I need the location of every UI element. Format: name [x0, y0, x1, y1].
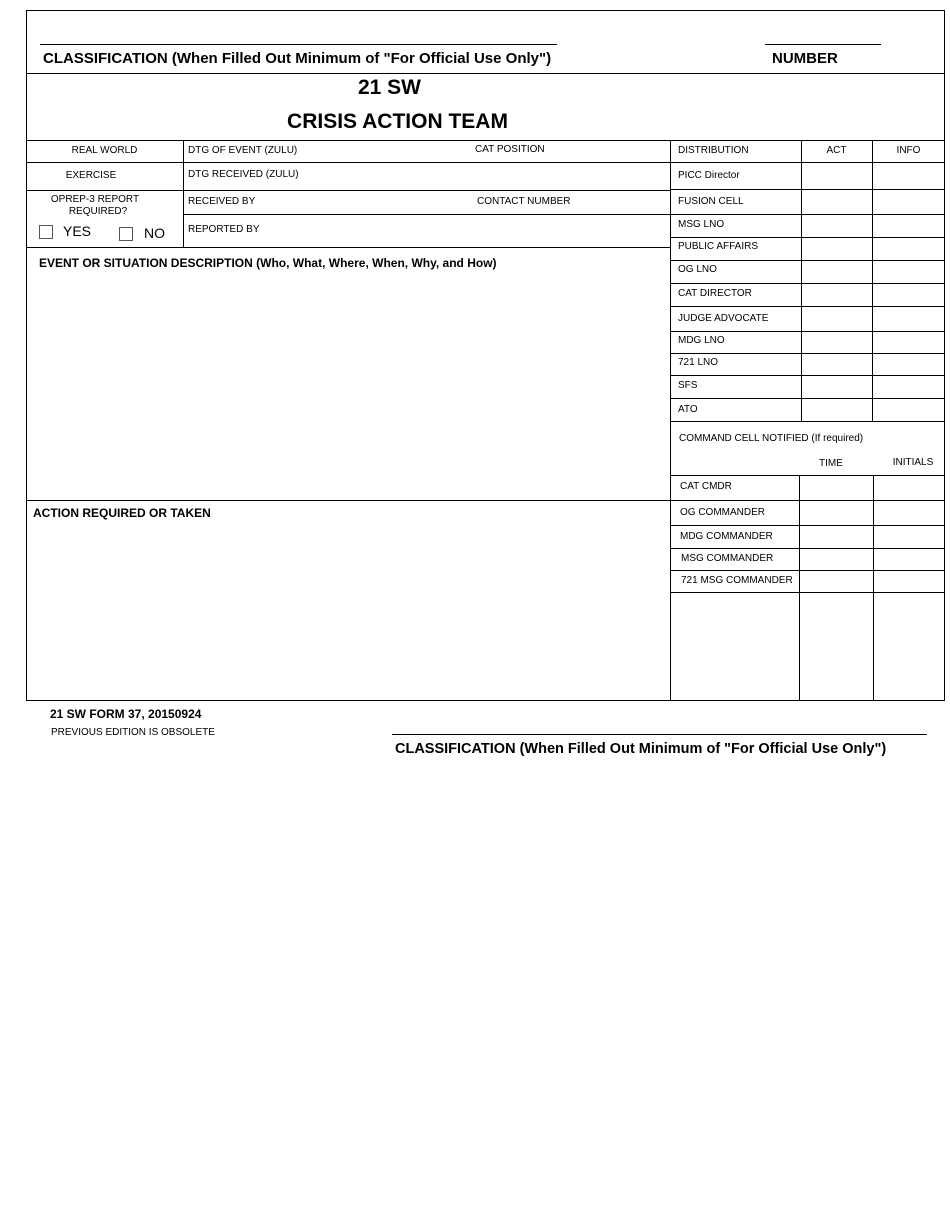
row-divider: [670, 260, 945, 261]
action-field[interactable]: [34, 522, 664, 696]
row-divider: [670, 283, 945, 284]
info-column-divider: [872, 140, 873, 422]
cmd-row-cat-cmdr: CAT CMDR: [680, 481, 732, 492]
previous-edition-note: PREVIOUS EDITION IS OBSOLETE: [51, 727, 215, 738]
dist-row-public-affairs: PUBLIC AFFAIRS: [678, 241, 759, 252]
act-column-divider: [801, 140, 802, 422]
cmd-row-msg-commander: MSG COMMANDER: [681, 553, 774, 564]
row-divider: [26, 162, 670, 163]
row-divider: [670, 306, 945, 307]
number-line: [765, 44, 881, 45]
dist-row-msg-lno: MSG LNO: [678, 219, 725, 230]
number-label: NUMBER: [772, 50, 838, 67]
time-header: TIME: [819, 458, 843, 469]
action-label: ACTION REQUIRED OR TAKEN: [33, 506, 211, 520]
row-divider: [670, 375, 945, 376]
yes-checkbox[interactable]: [39, 225, 53, 239]
classification-line: [40, 44, 557, 45]
row-divider: [670, 548, 945, 549]
oprep-label-2: REQUIRED?: [68, 206, 128, 217]
dist-row-cat-director: CAT DIRECTOR: [678, 288, 752, 299]
time-column-divider: [799, 475, 800, 701]
row-divider: [670, 500, 945, 501]
dist-row-ato: ATO: [678, 404, 698, 415]
row-divider: [670, 237, 945, 238]
dist-row-judge-advocate: JUDGE ADVOCATE: [678, 313, 769, 324]
cmd-row-mdg-commander: MDG COMMANDER: [680, 531, 773, 542]
distribution-header: DISTRIBUTION: [678, 145, 749, 156]
row-divider: [670, 162, 945, 163]
row-divider: [670, 570, 945, 571]
row-divider: [183, 214, 670, 215]
reported-by-label: REPORTED BY: [188, 224, 260, 235]
title-divider: [26, 140, 945, 141]
footer-classification: CLASSIFICATION (When Filled Out Minimum of "For Official Use Only"): [395, 741, 887, 757]
row-divider: [670, 331, 945, 332]
info-header: INFO: [896, 145, 921, 156]
event-description-label: EVENT OR SITUATION DESCRIPTION (Who, What, Where, When, Why, and How): [39, 256, 497, 270]
initials-column-divider: [873, 475, 874, 701]
row-divider: [26, 190, 670, 191]
row-divider: [26, 247, 670, 248]
dist-row-og-lno: OG LNO: [678, 264, 717, 275]
no-checkbox[interactable]: [119, 227, 133, 241]
dtg-event-label: DTG OF EVENT (ZULU): [188, 145, 298, 156]
row-divider: [670, 525, 945, 526]
cat-position-label: CAT POSITION: [475, 144, 545, 155]
unit-title: 21 SW: [357, 76, 422, 99]
real-world-label: REAL WORLD: [71, 145, 138, 156]
contact-number-label: CONTACT NUMBER: [477, 196, 571, 207]
yes-label: YES: [63, 223, 92, 239]
event-description-field[interactable]: [34, 268, 664, 494]
header-divider: [26, 73, 945, 74]
row-divider: [670, 189, 945, 190]
row-divider: [670, 475, 945, 476]
initials-header: INITIALS: [892, 457, 934, 468]
row-divider: [670, 398, 945, 399]
row-divider: [670, 214, 945, 215]
dist-row-fusion-cell: FUSION CELL: [678, 196, 744, 207]
cmd-row-og-commander: OG COMMANDER: [680, 507, 765, 518]
act-header: ACT: [826, 145, 847, 156]
dist-row-picc-director: PICC Director: [678, 170, 740, 181]
cmd-row-721-msg-commander: 721 MSG COMMANDER: [681, 575, 793, 586]
row-divider: [670, 421, 945, 422]
dtg-received-label: DTG RECEIVED (ZULU): [188, 169, 299, 180]
exercise-label: EXERCISE: [65, 170, 117, 181]
row-divider: [670, 592, 945, 593]
dist-row-mdg-lno: MDG LNO: [678, 335, 725, 346]
footer-classification-line: [392, 734, 927, 735]
form-id: 21 SW FORM 37, 20150924: [50, 707, 202, 721]
no-label: NO: [144, 225, 165, 241]
received-by-label: RECEIVED BY: [188, 196, 256, 207]
header-classification: CLASSIFICATION (When Filled Out Minimum of "For Official Use Only"): [43, 50, 552, 67]
row-divider: [670, 353, 945, 354]
section-divider: [26, 500, 670, 501]
command-cell-title: COMMAND CELL NOTIFIED (If required): [679, 433, 864, 444]
oprep-label-1: OPREP-3 REPORT: [50, 194, 140, 205]
grid-divider: [183, 140, 184, 247]
dist-row-sfs: SFS: [678, 380, 698, 391]
team-title: CRISIS ACTION TEAM: [287, 110, 508, 133]
dist-row-721-lno: 721 LNO: [678, 357, 719, 368]
